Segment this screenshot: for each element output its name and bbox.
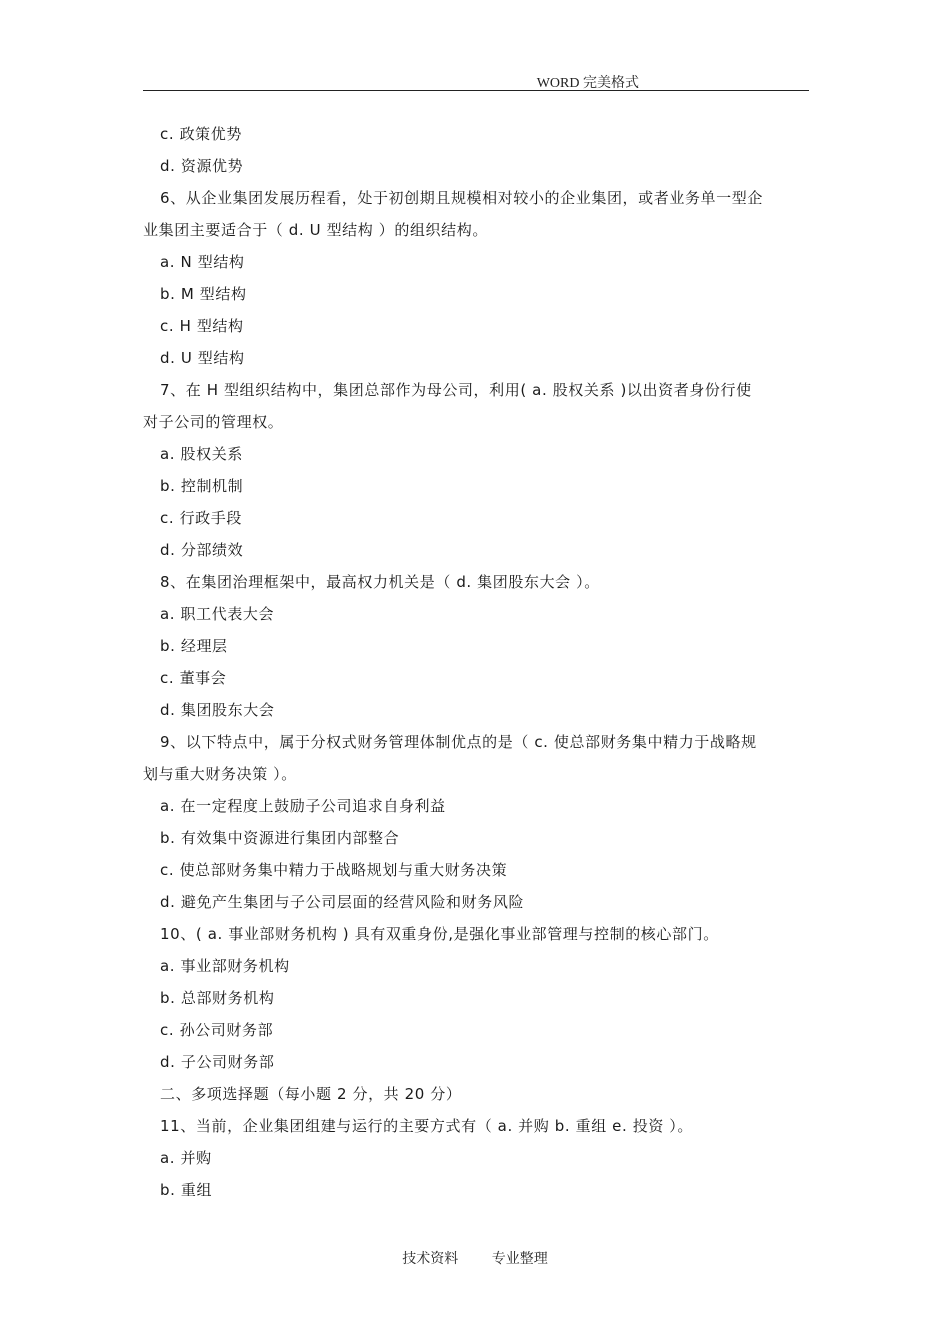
option-line: c. 孙公司财务部 <box>160 1021 274 1039</box>
option-line: b. 总部财务机构 <box>160 989 275 1007</box>
footer-right-text: 专业整理 <box>491 1252 548 1267</box>
page-header <box>143 70 809 91</box>
option-line: d. U 型结构 <box>160 349 245 367</box>
option-line: d. 子公司财务部 <box>160 1053 275 1071</box>
question-line: 二、多项选择题（每小题 2 分，共 20 分） <box>160 1085 462 1103</box>
option-line: d. 集团股东大会 <box>160 701 275 719</box>
option-line: a. 并购 <box>160 1149 212 1167</box>
header-title: WORD 完美格式 <box>536 76 639 91</box>
question-line: 10、( a. 事业部财务机构 ) 具有双重身份,是强化事业部管理与控制的核心部门。 <box>160 925 719 943</box>
option-line: d. 资源优势 <box>160 157 244 175</box>
question-line: 划与重大财务决策 ）。 <box>143 765 297 783</box>
option-line: c. H 型结构 <box>160 317 244 335</box>
document-body <box>143 118 809 1206</box>
option-line: c. 董事会 <box>160 669 227 687</box>
question-line: 8、在集团治理框架中，最高权力机关是（ d. 集团股东大会 ）。 <box>160 573 600 591</box>
option-line: a. 在一定程度上鼓励子公司追求自身利益 <box>160 797 446 815</box>
option-line: a. N 型结构 <box>160 253 245 271</box>
page-footer <box>0 1248 950 1268</box>
question-line: 6、从企业集团发展历程看，处于初创期且规模相对较小的企业集团，或者业务单一型企 <box>160 189 763 207</box>
question-line: 9、以下特点中，属于分权式财务管理体制优点的是（ c. 使总部财务集中精力于战略规 <box>160 733 757 751</box>
option-line: c. 政策优势 <box>160 125 242 143</box>
option-line: d. 避免产生集团与子公司层面的经营风险和财务风险 <box>160 893 525 911</box>
footer-left-text: 技术资料 <box>402 1252 459 1267</box>
option-line: b. 经理层 <box>160 637 228 655</box>
option-line: b. 有效集中资源进行集团内部整合 <box>160 829 400 847</box>
option-line: b. 重组 <box>160 1181 213 1199</box>
option-line: b. M 型结构 <box>160 285 247 303</box>
option-line: b. 控制机制 <box>160 477 244 495</box>
option-line: c. 行政手段 <box>160 509 242 527</box>
question-line: 对子公司的管理权。 <box>143 413 284 431</box>
option-line: d. 分部绩效 <box>160 541 244 559</box>
question-line: 11、当前，企业集团组建与运行的主要方式有（ a. 并购 b. 重组 e. 投资 ）。 <box>160 1117 694 1135</box>
option-line: a. 事业部财务机构 <box>160 957 290 975</box>
question-line: 业集团主要适合于（ d. U 型结构 ）的组织结构。 <box>143 221 488 239</box>
option-line: a. 股权关系 <box>160 445 243 463</box>
option-line: a. 职工代表大会 <box>160 605 275 623</box>
option-line: c. 使总部财务集中精力于战略规划与重大财务决策 <box>160 861 508 879</box>
question-line: 7、在 H 型组织结构中，集团总部作为母公司，利用( a. 股权关系 )以出资者身份行使 <box>160 381 752 399</box>
